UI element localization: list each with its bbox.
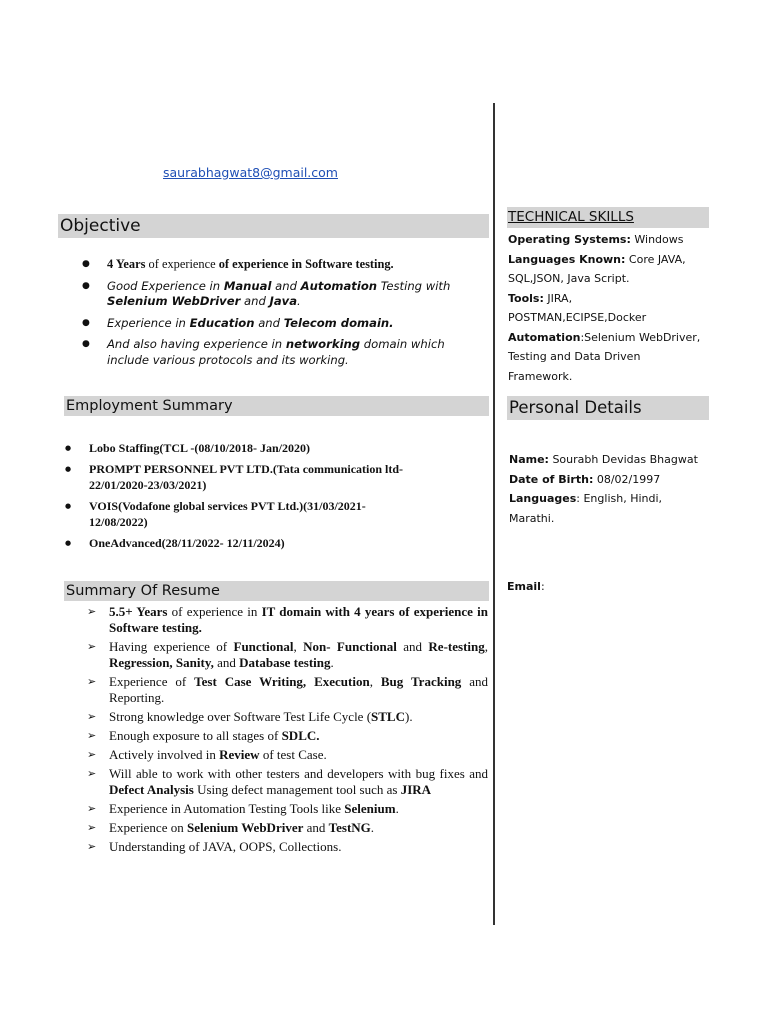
technical-skill-line-5: Automation:Selenium WebDriver, (508, 330, 701, 344)
technical-skill-line-6: Testing and Data Driven Framework. (508, 350, 641, 383)
summary-item-7: ➢ Will able to work with other testers and developers with bug fixes and Defect Analysis Using defect management tool such as JIRA (87, 766, 488, 798)
personal-detail-line-1: Name: Sourabh Devidas Bhagwat (509, 453, 698, 466)
email-row (507, 577, 545, 597)
summary-item-2: ➢ Having experience of Functional, Non- Functional and Re-testing, Regression, Sanity, and Database testing. (87, 639, 488, 671)
technical-skill-line-3: SQL,JSON, Java Script. (508, 272, 630, 285)
employment-item-3: ● VOIS(Vodafone global services PVT Ltd.)(31/03/2021- 12/08/2022) (65, 498, 425, 530)
technical-skill-line-2: Languages Known: Core JAVA, (508, 252, 686, 266)
email-label-colon: : (540, 580, 545, 593)
summary-list (87, 604, 488, 858)
summary-item-4: ➢ Strong knowledge over Software Test Life Cycle (STLC). (87, 709, 488, 725)
personal-details-heading-bar (507, 396, 709, 420)
employment-item-1: ● Lobo Staffing(TCL -(08/10/2018- Jan/2020) (65, 440, 425, 456)
technical-skill-line-1: Operating Systems: Windows (508, 233, 684, 246)
objective-heading-bar (58, 214, 489, 238)
summary-item-5: ➢ Enough exposure to all stages of SDLC. (87, 728, 488, 744)
email-label: Email (507, 580, 541, 593)
objective-list (82, 257, 476, 374)
personal-details-heading: Personal Details (509, 398, 642, 417)
summary-item-6: ➢ Actively involved in Review of test Case. (87, 747, 488, 763)
column-divider (493, 103, 495, 925)
summary-item-1: ➢ 5.5+ Years of experience in IT domain with 4 years of experience in Software testing. (87, 604, 488, 636)
technical-skills-list (508, 230, 708, 386)
objective-heading: Objective (60, 216, 141, 236)
summary-item-10: ➢ Understanding of JAVA, OOPS, Collections. (87, 839, 488, 855)
summary-item-9: ➢ Experience on Selenium WebDriver and TestNG. (87, 820, 488, 836)
objective-item-3: ● Experience in Education and Telecom domain. (82, 316, 476, 332)
employment-item-4: ● OneAdvanced(28/11/2022- 12/11/2024) (65, 535, 425, 551)
employment-item-2: ● PROMPT PERSONNEL PVT LTD.(Tata communication ltd-22/01/2020-23/03/2021) (65, 461, 425, 493)
summary-item-8: ➢ Experience in Automation Testing Tools like Selenium. (87, 801, 488, 817)
email-link[interactable]: saurabhagwat8@gmail.com (163, 165, 338, 180)
technical-skill-line-4: Tools: JIRA, POSTMAN,ECIPSE,Docker (508, 291, 647, 324)
personal-detail-line-2: Date of Birth: 08/02/1997 (509, 472, 661, 486)
employment-heading: Employment Summary (66, 398, 233, 414)
employment-list (65, 440, 425, 556)
summary-item-3: ➢ Experience of Test Case Writing, Execution, Bug Tracking and Reporting. (87, 674, 488, 706)
objective-item-4: ● And also having experience in networking domain which include various protocols and its working. (82, 337, 476, 368)
technical-skills-heading-bar (507, 207, 709, 228)
employment-heading-bar (64, 396, 489, 416)
summary-heading: Summary Of Resume (66, 583, 220, 599)
objective-item-2: ● Good Experience in Manual and Automation Testing with Selenium WebDriver and Java. (82, 279, 476, 310)
objective-item-1: ● 4 Years of experience of experience in Software testing. (82, 257, 476, 273)
personal-details-list (509, 450, 709, 528)
personal-detail-line-3: Languages: English, Hindi, Marathi. (509, 492, 663, 525)
technical-skills-heading: TECHNICAL SKILLS (508, 209, 634, 225)
summary-heading-bar (64, 581, 489, 601)
